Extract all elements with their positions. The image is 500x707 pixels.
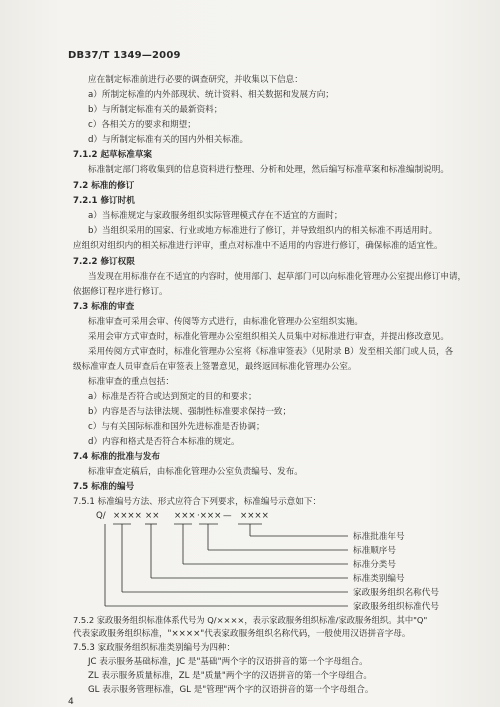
- diagram-code-sequence: ·×××: [197, 511, 222, 521]
- list-item: b）与所制定标准有关的最新资料；: [88, 105, 223, 115]
- diagram-code-category: ××: [145, 511, 160, 521]
- diagram-code-org: ××××: [113, 511, 142, 521]
- list-item: GL 表示服务管理标准，GL 是"管理"两个字的汉语拼音的第一个字母组合。: [88, 685, 374, 695]
- diagram-label: 家政服务组织名称代号: [353, 588, 439, 598]
- section-heading: 7.2.2 修订权限: [73, 257, 135, 267]
- text-line: 代表家政服务组织标准，"××××"代表家政服务组织名称代码，一般使用汉语拼音字母。: [73, 629, 411, 639]
- section-heading: 7.5 标准的编号: [73, 482, 135, 492]
- diagram-label: 标准批准年号: [353, 532, 405, 542]
- list-item: c）各相关方的要求和期望；: [88, 120, 196, 130]
- page-number: 4: [68, 697, 74, 707]
- text-line: 标准制定部门将收集到的信息资料进行整理、分析和处理，然后编写标准草案和标准编制说明。: [88, 165, 449, 175]
- list-item: JC 表示服务基础标准，JC 是"基础"两个字的汉语拼音的第一个字母组合。: [88, 657, 368, 667]
- list-item: d）与所制定标准有关的国内外相关标准。: [88, 135, 249, 145]
- diagram-code-year: ××××: [240, 511, 269, 521]
- text-line: 标准审查定稿后，由标准化管理办公室负责编号、发布。: [88, 467, 303, 477]
- text-line: 标准审查可采用会审、传阅等方式进行，由标准化管理办公室组织实施。: [88, 317, 364, 327]
- section-heading: 7.2 标准的修订: [73, 181, 135, 191]
- diagram-label: 标准分类号: [353, 560, 396, 570]
- text-line: 级标准审查人员审查后在审签表上签署意见，最终返回标准化管理办公室。: [73, 362, 357, 372]
- text-line: 7.5.1 标准编号方法、形式应符合下列要求，标准编号示意如下：: [73, 497, 322, 507]
- list-item: d）内容和格式是否符合本标准的规定。: [88, 437, 240, 447]
- list-item: b）当组织采用的国家、行业或地方标准进行了修订，并导致组织内的相关标准不再适用时。: [88, 226, 438, 236]
- section-heading: 7.4 标准的批准与发布: [73, 452, 160, 462]
- diagram-label: 标准类别编号: [353, 574, 405, 584]
- text-line: 依据修订程序进行修订。: [73, 287, 168, 297]
- text-line: 采用会审方式审查时，标准化管理办公室组织相关人员集中对标准进行审查，并提出修改意见。: [88, 332, 449, 342]
- list-item: a）当标准规定与家政服务组织实际管理模式存在不适宜的方面时；: [88, 211, 343, 221]
- list-item: c）与有关国际标准和国外先进标准是否协调；: [88, 422, 265, 432]
- text-line: 应组织对组织内的相关标准进行评审，重点对标准中不适用的内容进行修订，确保标准的适宜性。: [73, 241, 443, 251]
- list-item: a）标准是否符合或达到预定的目的和要求；: [88, 392, 257, 402]
- text-line: 7.5.2 家政服务组织标准体系代号为 Q/××××，表示家政服务组织标准/家政服务组织。其中"Q": [73, 615, 428, 625]
- diagram-dash: —: [223, 511, 232, 521]
- list-item: b）内容是否与法律法规、强制性标准要求保持一致；: [88, 407, 292, 417]
- text-line: 应在制定标准前进行必要的调查研究，并收集以下信息：: [88, 75, 303, 85]
- diagram-prefix: Q/: [96, 511, 106, 521]
- diagram-code-class: ×××: [174, 511, 196, 521]
- list-item: ZL 表示服务质量标准，ZL 是"质量"两个字的汉语拼音的第一个字母组合。: [88, 671, 372, 681]
- text-line: 当发现在用标准存在不适宜的内容时，使用部门、起草部门可以向标准化管理办公室提出修订申请，: [88, 272, 467, 282]
- text-line: 7.5.3 家政服务组织标准类别编号为四种：: [73, 643, 236, 653]
- section-heading: 7.1.2 起草标准草案: [73, 150, 153, 160]
- section-heading: 7.3 标准的审查: [73, 302, 135, 312]
- list-item: a）所制定标准的内外部现状、统计资料、相关数据和发展方向；: [88, 90, 334, 100]
- diagram-label: 家政服务组织标准代号: [353, 602, 439, 612]
- diagram-label: 标准顺序号: [353, 546, 396, 556]
- text-line: 采用传阅方式审查时，标准化管理办公室将《标准审签表》（见附录 B）发至相关部门或人员，各: [88, 347, 454, 357]
- text-line: 标准审查的重点包括：: [88, 377, 174, 387]
- section-heading: 7.2.1 修订时机: [73, 196, 135, 206]
- standard-header: DB37/T 1349—2009: [68, 50, 181, 61]
